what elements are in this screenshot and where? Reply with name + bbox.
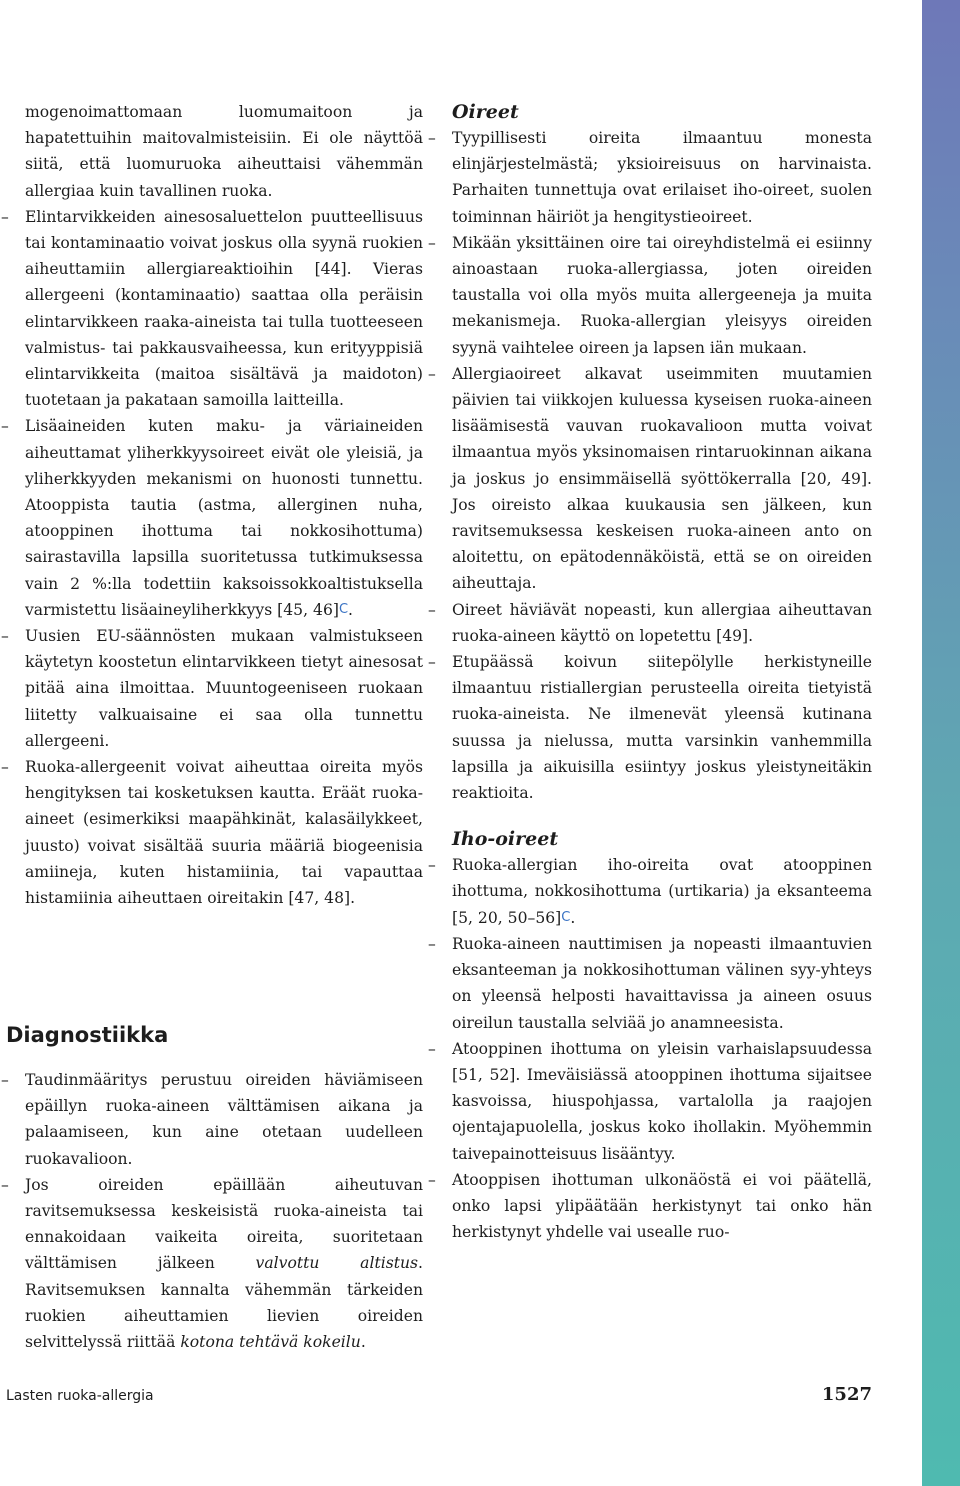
list-item xyxy=(428,1167,872,1246)
diagnostiikka-section xyxy=(1,1067,423,1355)
evidence-level-badge: C xyxy=(561,909,571,925)
dash-bullet: – xyxy=(1,1071,9,1089)
running-footer-title: Lasten ruoka-allergia xyxy=(6,1388,154,1404)
dash-bullet: – xyxy=(428,364,436,383)
dash-bullet: – xyxy=(428,934,436,953)
section-heading-diagnostiikka: Diagnostiikka xyxy=(6,1023,169,1047)
paragraph: mogenoimattomaan luomumaitoon ja hapatettuihin maitovalmisteisiin. Ei ole näyttöä siitä, että luomuruoka aiheuttaisi vähemmän allergiaa kuin tavallinen ruoka. xyxy=(25,103,423,200)
dash-bullet: – xyxy=(428,1039,436,1058)
subheading-iho-oireet: Iho-oireet xyxy=(452,828,559,851)
dash-bullet: – xyxy=(428,653,436,672)
evidence-level-badge: C xyxy=(338,601,349,617)
list-item-text: Etupäässä koivun siitepölylle herkistyneille ilmaantuu ristiallergian perusteella oireita tietyistä ruoka-aineista. Ne ilmenevät yleensä kutinana suussa ja nielussa, mutta varsinkin vanhemmilla lapsilla ja aikuisilla esiintyy joskus yleistyneitäkin reaktioita. xyxy=(452,653,872,803)
dash-bullet: – xyxy=(1,207,9,226)
list-item xyxy=(428,1036,872,1167)
dash-bullet: – xyxy=(1,758,9,777)
dash-bullet: – xyxy=(1,627,9,646)
list-item xyxy=(428,361,872,597)
list-item-text: Oireet häviävät nopeasti, kun allergiaa aiheuttavan ruoka-aineen käyttö on lopetettu [49]. xyxy=(452,600,872,645)
list-item-text: Lisäaineiden kuten maku- ja väriaineiden aiheuttamat yliherkkyysoireet eivät ole yleisiä, ja yliherkkyyden mekanismi on huonosti tunnettu. Atooppista tautia (astma, allerginen nuha, atooppinen ihottuma tai nokkosihottuma) sairastavilla lapsilla suoritetussa tutkimuksessa vain 2 %:lla todettiin kaksoissokkoaltistuksella varmistettu lisäaineyliherkkyys [45, 46] xyxy=(25,417,423,619)
list-item xyxy=(1,204,423,414)
list-item-text: Tyypillisesti oireita ilmaantuu monesta elinjärjestelmästä; yksioireisuus on harvinaista. Parhaiten tunnettuja ovat erilaiset iho-oireet, suolen toiminnan häiriöt ja hengitystieoireet. xyxy=(452,129,872,226)
list-item xyxy=(1,754,423,911)
list-item-text: Ruoka-allergeenit voivat aiheuttaa oireita myös hengityksen tai kosketuksen kautta. Eräät ruoka-aineet (esimerkiksi maapähkinät, kalasäilykkeet, juusto) voivat sisältää suuria määriä biogeenisia amiineja, kuten histamiinia, tai vapauttaa histamiinia aiheuttaen oireitakin [47, 48]. xyxy=(25,758,423,908)
list-item xyxy=(1,1172,423,1355)
right-column xyxy=(428,99,872,1245)
emphasis-term: kotona tehtävä kokeilu xyxy=(180,1333,361,1352)
list-item xyxy=(428,597,872,649)
list-item xyxy=(428,931,872,1036)
list-item xyxy=(428,125,872,230)
list-item-text: Elintarvikkeiden ainesosaluettelon puutteellisuus tai kontaminaatio voivat joskus olla syynä ruokien aiheuttamiin allergiareaktioihin [44]. Vieras allergeeni (kontaminaatio) saattaa olla peräisin elintarvikkeen raaka-aineista tai tulla tuotteeseen valmistus- tai pakkausvaiheessa, kun erityyppisiä elintarvikkeita (maitoa sisältävä ja maidoton) tuotetaan ja pakataan samoilla laitteilla. xyxy=(25,207,423,410)
list-item-text: Ruoka-aineen nauttimisen ja nopeasti ilmaantuvien eksanteeman ja nokkosihottuman välinen syy-yhteys on yleensä helposti havaittavissa ja aineen osuus oireilun taustalla selviää jo anamneesista. xyxy=(452,934,872,1032)
page-number: 1527 xyxy=(821,1384,872,1405)
list-item xyxy=(1,1067,423,1172)
dash-bullet: – xyxy=(428,856,436,875)
list-item-text: . xyxy=(360,1333,366,1352)
list-item xyxy=(1,623,423,754)
dash-bullet: – xyxy=(428,600,436,619)
list-item xyxy=(428,230,872,361)
list-item-text: Atooppinen ihottuma on yleisin varhaislapsuudessa [51, 52]. Imeväisiässä atooppinen ihottuma sijaitsee kasvoissa, hiuspohjassa, vartalolla ja raajojen ojentajapuolella, joskus koko ihollakin. Myöhemmin taivepainotteisuus lisääntyy. xyxy=(452,1039,872,1163)
subheading-oireet: Oireet xyxy=(452,101,519,123)
list-item-text: Ruoka-allergian iho-oireita ovat atooppinen ihottuma, nokkosihottuma (urtikaria) ja eksanteema [5, 20, 50–56] xyxy=(452,856,872,927)
list-item-text: Taudinmääritys perustuu oireiden häviämiseen epäillyn ruoka-aineen välttämisen aikana ja palaamiseen, kun aine otetaan uudelleen ruokavalioon. xyxy=(25,1071,423,1168)
list-item-text: Allergiaoireet alkavat useimmiten muutamien päivien tai viikkojen kuluessa kyseisen ruoka-aineen lisäämisestä vauvan ruokavalioon mutta voivat ilmaantua myös yksinomaisen rintaruokinnan aikana ja joskus jo ensimmäisellä syöttökerralla [20, 49]. Jos oireisto alkaa kuukausia sen jälkeen, kun ravitsemuksessa keskeisen ruoka-aineen anto on aloitettu, on epätodennäköistä, että se on oireiden aiheuttaja. xyxy=(452,364,872,593)
edge-color-stripe xyxy=(922,0,960,1486)
list-item xyxy=(428,649,872,806)
list-item: – Ruoka-allergian iho-oireita ovat atooppinen ihottuma, nokkosihottuma (urtikaria) ja eksanteema [5, 20, 50–56]$^C$. xyxy=(428,852,872,931)
list-item-text: Mikään yksittäinen oire tai oireyhdistelmä ei esiinny ainoastaan ruoka-allergiassa, joten oireiden taustalla voi olla myös muita allergeeneja ja muita mekanismeja. Ruoka-allergian yleisyys oireiden syynä vaihtelee oireen ja lapsen iän mukaan. xyxy=(452,233,872,357)
dash-bullet: – xyxy=(1,1175,9,1194)
dash-bullet: – xyxy=(1,417,9,436)
list-item-text: Uusien EU-säännösten mukaan valmistukseen käytetyn koostetun elintarvikkeen tietyt ainesosat pitää aina ilmoittaa. Muuntogeeniseen ruokaan liitetty valkuaisaine ei saa olla tunnettu allergeeni. xyxy=(25,627,423,750)
list-item-text: . Ravitsemuksen kannalta vähemmän tärkeiden ruokien aiheuttamien lievien oireiden selvittelyssä riittää xyxy=(25,1254,423,1352)
list-item-text: Jos oireiden epäillään aiheutuvan ravitsemuksessa keskeisistä ruoka-aineista tai ennakoidaan vaikeita oireita, suoritetaan välttämisen jälkeen xyxy=(25,1175,423,1273)
dash-bullet: – xyxy=(428,233,436,252)
list-item-text: Atooppisen ihottuman ulkonäöstä ei voi päätellä, onko lapsi ylipäätään herkistynyt tai onko hän herkistynyt yhdelle vai usealle ruo- xyxy=(452,1170,872,1242)
list-item: – Lisäaineiden kuten maku- ja väriaineiden aiheuttamat yliherkkyysoireet eivät ole yleisiä, ja yliherkkyyden mekanismi on huonosti tunnettu. Atooppista tautia (astma, allerginen nuha, atooppinen ihottuma tai nokkosihottuma) sairastavilla lapsilla suoritetussa tutkimuksessa vain 2 %:lla todettiin kaksoissokkoaltistuksella varmistettu lisäaineyliherkkyys [45, 46]$^C$. xyxy=(1,413,423,623)
dash-bullet: – xyxy=(428,1170,436,1189)
left-column xyxy=(1,99,423,911)
dash-bullet: – xyxy=(428,129,436,147)
emphasis-term: valvottu altistus xyxy=(255,1254,419,1273)
